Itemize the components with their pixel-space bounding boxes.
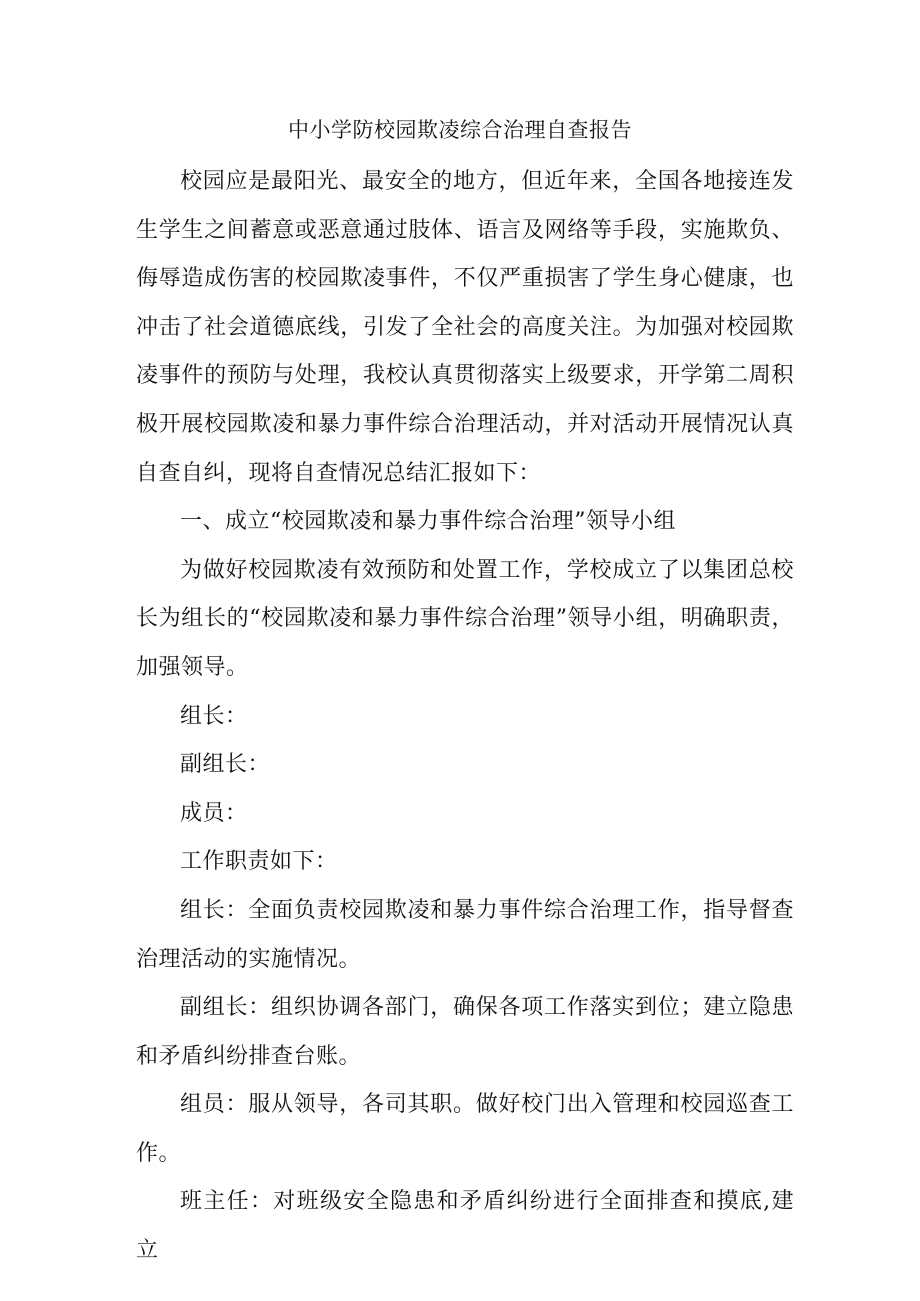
document-title: 中小学防校园欺凌综合治理自查报告: [288, 118, 632, 142]
paragraph-group-setup: 为做好校园欺凌有效预防和处置工作，学校成立了以集团总校长为组长的“校园欺凌和暴力事件综合治理”领导小组，明确职责，加强领导。: [136, 557, 794, 680]
paragraph-leader-duty: 组长：全面负责校园欺凌和暴力事件综合治理工作，指导督查治理活动的实施情况。: [136, 897, 794, 972]
paragraph-teacher-duty: 班主任：对班级安全隐患和矛盾纠纷进行全面排查和摸底,建立: [136, 1189, 794, 1264]
paragraph-deputy-leader: 副组长：: [180, 752, 271, 778]
paragraph-leader: 组长：: [180, 703, 248, 729]
section-heading-1: 一、成立“校园欺凌和暴力事件综合治理”领导小组: [180, 509, 676, 535]
paragraph-intro: 校园应是最阳光、最安全的地方，但近年来，全国各地接连发生学生之间蓄意或恶意通过肢体、语言及网络等手段，实施欺负、侮辱造成伤害的校园欺凌事件，不仅严重损害了学生身心健康，也冲击了社会道德底线，引发了全社会的高度关注。为加强对校园欺凌事件的预防与处理，我校认真贯彻落实上级要求，开学第二周积极开展校园欺凌和暴力事件综合治理活动，并对活动开展情况认真自查自纠，现将自查情况总结汇报如下：: [136, 169, 794, 486]
paragraph-members: 成员：: [180, 800, 248, 826]
document-body: [136, 158, 794, 1276]
paragraph-member-duty: 组员：服从领导，各司其职。做好校门出入管理和校园巡查工作。: [136, 1092, 794, 1166]
paragraph-duties-heading: 工作职责如下：: [180, 849, 338, 875]
paragraph-deputy-duty: 副组长：组织协调各部门，确保各项工作落实到位；建立隐患和矛盾纠纷排查台账。: [136, 995, 794, 1069]
